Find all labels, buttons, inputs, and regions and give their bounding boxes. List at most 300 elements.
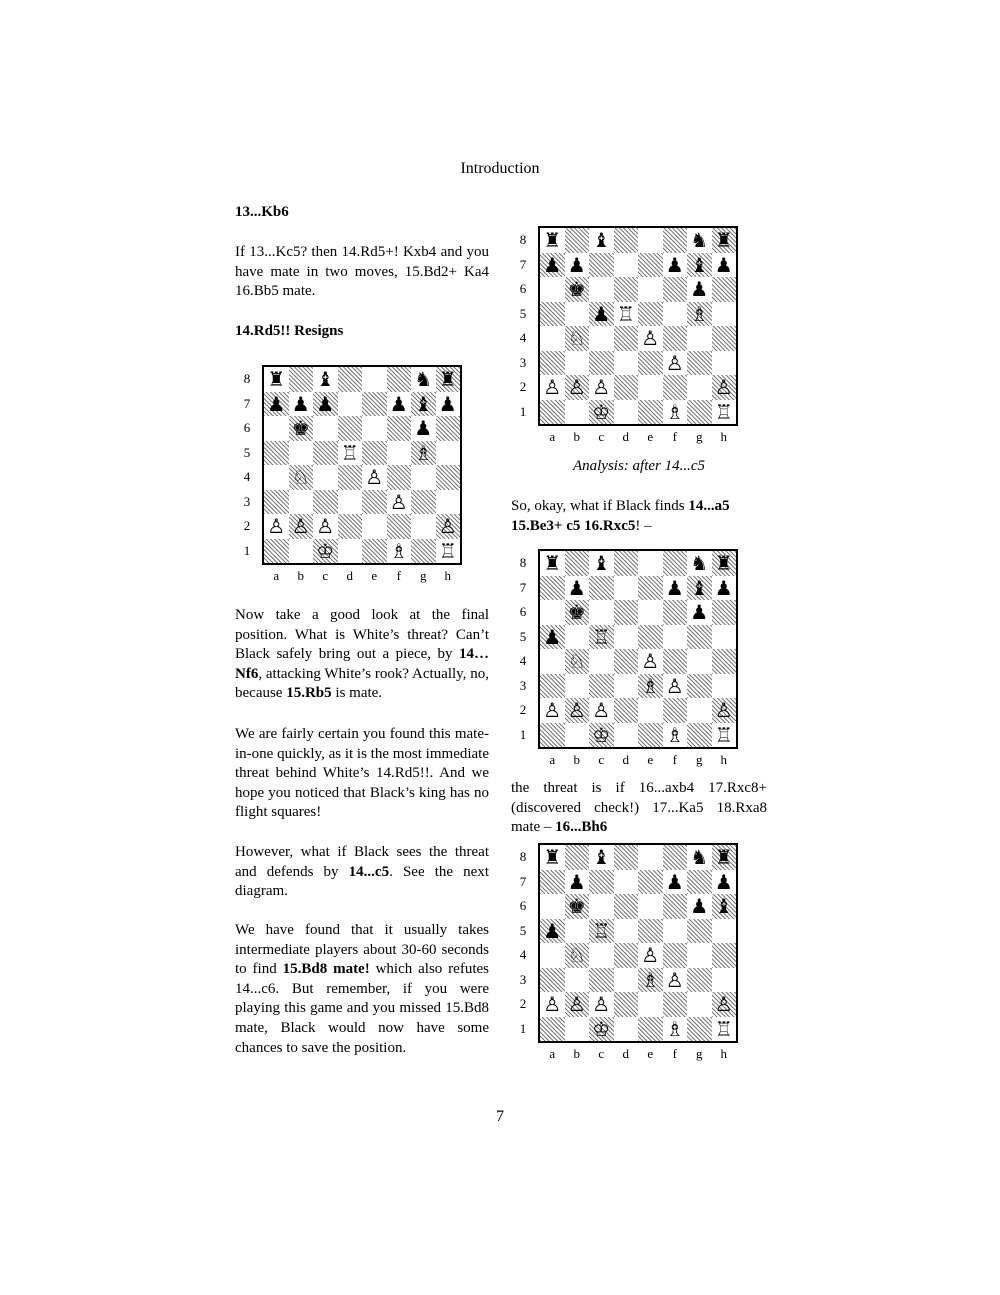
board-square-b8 <box>565 551 590 576</box>
board-square-g8 <box>411 367 436 392</box>
board-square-h3 <box>712 351 737 376</box>
board-square-h1 <box>712 1017 737 1042</box>
board-square-f6 <box>663 894 688 919</box>
black-pawn-icon: ♟ <box>665 869 684 894</box>
board-square-g5 <box>411 441 436 466</box>
black-pawn-icon: ♟ <box>714 252 733 277</box>
board-square-f5 <box>663 302 688 327</box>
board-square-g2 <box>411 514 436 539</box>
board-square-d7 <box>614 870 639 895</box>
board-square-a5 <box>540 302 565 327</box>
board-square-f3 <box>663 351 688 376</box>
board-square-f3 <box>663 968 688 993</box>
board-square-h6 <box>712 600 737 625</box>
board-square-c8 <box>589 845 614 870</box>
rank-label: 8 <box>243 371 251 386</box>
chess-board <box>538 549 738 749</box>
board-square-g6 <box>411 416 436 441</box>
board-square-b7 <box>289 392 314 417</box>
board-square-a2 <box>540 992 565 1017</box>
board-square-g5 <box>687 625 712 650</box>
board-square-b3 <box>565 674 590 699</box>
rank-label: 2 <box>519 379 527 394</box>
board-square-c1 <box>589 400 614 425</box>
rank-label: 1 <box>519 403 527 419</box>
file-label: h <box>444 568 451 583</box>
white-rook-icon: ♖ <box>438 538 457 563</box>
board-square-h6 <box>712 894 737 919</box>
white-pawn-icon: ♙ <box>267 514 286 539</box>
white-rook-icon: ♖ <box>714 722 733 747</box>
file-label: f <box>672 752 677 767</box>
board-square-f6 <box>387 416 412 441</box>
board-square-d4 <box>614 943 639 968</box>
black-pawn-icon: ♟ <box>291 391 310 416</box>
board-square-c7 <box>589 870 614 895</box>
board-square-g4 <box>687 943 712 968</box>
board-square-e5 <box>638 302 663 327</box>
board-square-e4 <box>638 943 663 968</box>
board-square-h3 <box>712 674 737 699</box>
board-square-d7 <box>614 576 639 601</box>
rank-labels <box>516 845 530 1041</box>
file-label: b <box>573 429 580 444</box>
file-label: h <box>720 752 727 767</box>
file-label: c <box>598 752 605 767</box>
board-square-c8 <box>313 367 338 392</box>
board-square-d5 <box>614 625 639 650</box>
white-pawn-icon: ♙ <box>567 698 586 723</box>
board-square-d6 <box>614 894 639 919</box>
board-square-f1 <box>663 400 688 425</box>
board-square-c6 <box>589 600 614 625</box>
board-square-f7 <box>387 392 412 417</box>
board-square-b5 <box>565 625 590 650</box>
board-square-e5 <box>638 625 663 650</box>
file-label: g <box>420 568 427 583</box>
black-pawn-icon: ♟ <box>389 391 408 416</box>
board-square-b6 <box>289 416 314 441</box>
board-square-b7 <box>565 870 590 895</box>
white-pawn-icon: ♙ <box>316 514 335 539</box>
board-square-a1 <box>540 1017 565 1042</box>
board-square-g6 <box>687 894 712 919</box>
board-square-h1 <box>712 400 737 425</box>
board-square-f5 <box>387 441 412 466</box>
board-square-a4 <box>540 649 565 674</box>
paragraph-black-finds-a5: So, okay, what if Black finds 14...a5 15.Be3+ c5 16.Rxc5! – <box>511 498 730 534</box>
white-pawn-icon: ♙ <box>567 375 586 400</box>
board-square-c1 <box>313 539 338 564</box>
board-square-a3 <box>264 490 289 515</box>
board-square-g3 <box>687 351 712 376</box>
board-square-b6 <box>565 894 590 919</box>
board-square-c8 <box>589 551 614 576</box>
white-pawn-icon: ♙ <box>714 698 733 723</box>
board-square-b2 <box>565 375 590 400</box>
board-square-a1 <box>540 400 565 425</box>
rank-label: 5 <box>519 628 527 644</box>
board-square-h5 <box>712 625 737 650</box>
chess-board <box>538 843 738 1043</box>
board-square-a3 <box>540 968 565 993</box>
file-label: c <box>598 1046 605 1061</box>
board-square-b5 <box>289 441 314 466</box>
black-pawn-icon: ♟ <box>316 391 335 416</box>
white-bishop-icon: ♗ <box>641 673 660 698</box>
white-rook-icon: ♖ <box>340 440 359 465</box>
file-label: a <box>549 752 556 767</box>
board-square-a5 <box>540 919 565 944</box>
board-square-e8 <box>638 845 663 870</box>
board-square-g6 <box>687 600 712 625</box>
board-square-g2 <box>687 375 712 400</box>
file-label: d <box>622 1046 629 1061</box>
rank-label: 8 <box>519 849 527 864</box>
board-square-f7 <box>663 870 688 895</box>
rank-label: 4 <box>243 469 251 484</box>
board-square-b4 <box>565 326 590 351</box>
paragraph-mate-in-one: We are fairly certain you found this mate-in-one quickly, as it is the most immediate threat behind White’s 14.Rd5!!. And we hope you noticed that Black’s king has no flight squares! <box>235 726 489 821</box>
board-square-b1 <box>565 400 590 425</box>
board-square-g3 <box>687 968 712 993</box>
rank-label: 6 <box>519 604 527 619</box>
white-king-icon: ♔ <box>592 722 611 747</box>
board-square-c3 <box>589 968 614 993</box>
file-label: g <box>696 752 703 767</box>
board-square-d1 <box>338 539 363 564</box>
black-bishop-icon: ♝ <box>414 391 433 416</box>
board-square-a6 <box>540 894 565 919</box>
board-square-e7 <box>638 870 663 895</box>
black-pawn-icon: ♟ <box>543 252 562 277</box>
file-label: g <box>696 429 703 444</box>
white-pawn-icon: ♙ <box>665 673 684 698</box>
black-rook-icon: ♜ <box>543 551 562 576</box>
file-label: a <box>273 568 280 583</box>
board-square-b2 <box>565 698 590 723</box>
board-square-h2 <box>712 375 737 400</box>
board-square-h8 <box>712 845 737 870</box>
board-square-e8 <box>362 367 387 392</box>
white-pawn-icon: ♙ <box>543 375 562 400</box>
board-square-g3 <box>687 674 712 699</box>
board-square-a4 <box>540 943 565 968</box>
file-label: e <box>647 429 654 444</box>
page-number: 7 <box>496 1108 504 1125</box>
white-rook-icon: ♖ <box>592 624 611 649</box>
board-square-b4 <box>289 465 314 490</box>
board-square-f8 <box>663 845 688 870</box>
board-square-e2 <box>638 992 663 1017</box>
board-square-e7 <box>638 253 663 278</box>
move-heading-13-kb6: 13...Kb6 <box>235 204 289 220</box>
board-square-h1 <box>436 539 461 564</box>
board-square-e6 <box>638 894 663 919</box>
board-square-e2 <box>362 514 387 539</box>
white-rook-icon: ♖ <box>616 301 635 326</box>
black-king-icon: ♚ <box>567 277 586 302</box>
rank-label: 2 <box>519 702 527 717</box>
black-pawn-icon: ♟ <box>567 252 586 277</box>
file-labels <box>540 429 736 445</box>
white-bishop-icon: ♗ <box>389 538 408 563</box>
board-square-h8 <box>712 551 737 576</box>
board-square-g2 <box>687 698 712 723</box>
rank-label: 2 <box>243 518 251 533</box>
black-pawn-icon: ♟ <box>543 624 562 649</box>
board-square-f4 <box>663 649 688 674</box>
rank-label: 6 <box>519 281 527 296</box>
board-square-f3 <box>663 674 688 699</box>
chess-board <box>538 226 738 426</box>
black-rook-icon: ♜ <box>714 551 733 576</box>
board-square-h5 <box>436 441 461 466</box>
board-square-h7 <box>712 870 737 895</box>
paragraph-final-position: Now take a good look at the final position. What is White’s threat? Can’t Black safely bring out a piece, by 14…Nf6, attacking White’s rook? Actually, no, because 15.Rb5 is mate. <box>235 607 489 702</box>
board-square-b5 <box>565 919 590 944</box>
board-square-g1 <box>411 539 436 564</box>
board-square-b6 <box>565 600 590 625</box>
board-square-c3 <box>589 351 614 376</box>
board-square-c4 <box>589 326 614 351</box>
white-pawn-icon: ♙ <box>714 375 733 400</box>
black-bishop-icon: ♝ <box>592 228 611 253</box>
board-square-d7 <box>614 253 639 278</box>
board-square-d6 <box>338 416 363 441</box>
black-rook-icon: ♜ <box>543 845 562 870</box>
board-square-d5 <box>614 302 639 327</box>
black-knight-icon: ♞ <box>690 551 709 576</box>
board-square-b8 <box>289 367 314 392</box>
board-square-d3 <box>338 490 363 515</box>
board-square-e8 <box>638 228 663 253</box>
white-bishop-icon: ♗ <box>665 722 684 747</box>
board-square-g7 <box>687 576 712 601</box>
board-square-a8 <box>540 845 565 870</box>
board-square-a7 <box>264 392 289 417</box>
board-square-b5 <box>565 302 590 327</box>
board-square-b3 <box>289 490 314 515</box>
board-square-a5 <box>264 441 289 466</box>
board-square-h8 <box>712 228 737 253</box>
board-square-c1 <box>589 1017 614 1042</box>
black-pawn-icon: ♟ <box>690 600 709 625</box>
board-square-e6 <box>362 416 387 441</box>
white-pawn-icon: ♙ <box>291 514 310 539</box>
board-square-a3 <box>540 351 565 376</box>
rank-label: 6 <box>519 898 527 913</box>
chess-board <box>262 365 462 565</box>
running-header: Introduction <box>460 160 540 177</box>
board-square-c6 <box>589 277 614 302</box>
board-square-d8 <box>338 367 363 392</box>
board-square-f7 <box>663 253 688 278</box>
board-square-c4 <box>313 465 338 490</box>
board-square-b8 <box>565 228 590 253</box>
paragraph-threat-defense: However, what if Black sees the threat and defends by 14...c5. See the next diagram. <box>235 844 490 900</box>
file-label: b <box>573 1046 580 1061</box>
board-square-c6 <box>589 894 614 919</box>
black-bishop-icon: ♝ <box>714 894 733 919</box>
board-square-d2 <box>614 698 639 723</box>
file-label: c <box>598 429 605 444</box>
white-king-icon: ♔ <box>316 538 335 563</box>
board-square-h5 <box>712 919 737 944</box>
board-square-e7 <box>638 576 663 601</box>
rank-label: 5 <box>243 444 251 460</box>
white-pawn-icon: ♙ <box>438 514 457 539</box>
file-labels <box>540 752 736 768</box>
board-square-d7 <box>338 392 363 417</box>
rank-label: 7 <box>519 873 527 889</box>
board-square-h7 <box>436 392 461 417</box>
board-square-c4 <box>589 943 614 968</box>
black-bishop-icon: ♝ <box>592 845 611 870</box>
board-square-e7 <box>362 392 387 417</box>
board-square-f6 <box>663 600 688 625</box>
board-square-c2 <box>589 375 614 400</box>
white-pawn-icon: ♙ <box>592 992 611 1017</box>
board-square-d2 <box>614 992 639 1017</box>
board-square-c5 <box>313 441 338 466</box>
white-bishop-icon: ♗ <box>414 440 433 465</box>
board-square-b1 <box>565 1017 590 1042</box>
board-square-d3 <box>614 351 639 376</box>
rank-label: 8 <box>519 232 527 247</box>
file-label: f <box>672 1046 677 1061</box>
white-bishop-icon: ♗ <box>665 399 684 424</box>
board-square-d3 <box>614 968 639 993</box>
white-pawn-icon: ♙ <box>641 649 660 674</box>
board-square-c4 <box>589 649 614 674</box>
board-square-g1 <box>687 1017 712 1042</box>
board-square-c6 <box>313 416 338 441</box>
rank-label: 7 <box>519 256 527 272</box>
board-square-a4 <box>540 326 565 351</box>
rank-label: 4 <box>519 947 527 962</box>
board-square-f2 <box>387 514 412 539</box>
white-rook-icon: ♖ <box>714 1016 733 1041</box>
board-square-c2 <box>589 698 614 723</box>
white-knight-icon: ♘ <box>567 649 586 674</box>
board-square-b6 <box>565 277 590 302</box>
rank-labels <box>240 367 254 563</box>
board-square-g4 <box>687 326 712 351</box>
board-square-a8 <box>264 367 289 392</box>
board-square-d8 <box>614 228 639 253</box>
board-square-e5 <box>638 919 663 944</box>
move-heading-14-rd5: 14.Rd5!! Resigns <box>235 323 344 339</box>
board-square-a5 <box>540 625 565 650</box>
board-square-c8 <box>589 228 614 253</box>
white-pawn-icon: ♙ <box>714 992 733 1017</box>
black-rook-icon: ♜ <box>714 228 733 253</box>
white-rook-icon: ♖ <box>592 918 611 943</box>
board-square-a7 <box>540 576 565 601</box>
board-square-d4 <box>614 649 639 674</box>
file-label: b <box>297 568 304 583</box>
board-square-h7 <box>712 253 737 278</box>
board-square-d2 <box>338 514 363 539</box>
black-pawn-icon: ♟ <box>438 391 457 416</box>
file-label: d <box>622 429 629 444</box>
white-king-icon: ♔ <box>592 399 611 424</box>
white-pawn-icon: ♙ <box>389 489 408 514</box>
rank-label: 1 <box>243 542 251 558</box>
black-knight-icon: ♞ <box>690 228 709 253</box>
board-square-d5 <box>338 441 363 466</box>
board-square-a6 <box>264 416 289 441</box>
rank-label: 5 <box>519 305 527 321</box>
board-square-e2 <box>638 698 663 723</box>
board-square-d3 <box>614 674 639 699</box>
board-square-f4 <box>663 943 688 968</box>
board-square-h5 <box>712 302 737 327</box>
rank-label: 3 <box>519 971 527 987</box>
board-square-h2 <box>712 992 737 1017</box>
file-label: e <box>647 752 654 767</box>
black-knight-icon: ♞ <box>414 367 433 392</box>
board-square-e6 <box>638 600 663 625</box>
board-square-h1 <box>712 723 737 748</box>
board-square-a3 <box>540 674 565 699</box>
board-square-c3 <box>589 674 614 699</box>
board-square-g6 <box>687 277 712 302</box>
board-square-f5 <box>663 625 688 650</box>
board-square-e5 <box>362 441 387 466</box>
board-square-d6 <box>614 277 639 302</box>
board-square-d8 <box>614 845 639 870</box>
board-square-g7 <box>411 392 436 417</box>
black-rook-icon: ♜ <box>438 367 457 392</box>
rank-labels <box>516 551 530 747</box>
board-square-a4 <box>264 465 289 490</box>
black-pawn-icon: ♟ <box>690 277 709 302</box>
white-knight-icon: ♘ <box>291 465 310 490</box>
white-bishop-icon: ♗ <box>665 1016 684 1041</box>
board-square-c5 <box>589 919 614 944</box>
board-square-a6 <box>540 277 565 302</box>
board-square-c5 <box>589 302 614 327</box>
white-rook-icon: ♖ <box>714 399 733 424</box>
board-square-b7 <box>565 576 590 601</box>
white-pawn-icon: ♙ <box>592 375 611 400</box>
white-pawn-icon: ♙ <box>543 992 562 1017</box>
board-square-b4 <box>565 649 590 674</box>
rank-label: 3 <box>519 354 527 370</box>
board-square-d1 <box>614 400 639 425</box>
board-square-g1 <box>687 400 712 425</box>
black-bishop-icon: ♝ <box>690 575 709 600</box>
black-rook-icon: ♜ <box>267 367 286 392</box>
board-square-h4 <box>436 465 461 490</box>
board-square-f4 <box>387 465 412 490</box>
file-label: c <box>322 568 329 583</box>
rank-label: 4 <box>519 330 527 345</box>
board-square-h8 <box>436 367 461 392</box>
black-king-icon: ♚ <box>567 600 586 625</box>
white-pawn-icon: ♙ <box>365 465 384 490</box>
white-pawn-icon: ♙ <box>641 943 660 968</box>
board-square-c7 <box>589 253 614 278</box>
rank-label: 3 <box>519 677 527 693</box>
black-bishop-icon: ♝ <box>690 252 709 277</box>
board-square-e1 <box>638 400 663 425</box>
black-rook-icon: ♜ <box>714 845 733 870</box>
paragraph-the-threat: the threat is if 16...axb4 17.Rxc8+ (discovered check!) 17...Ka5 18.Rxa8 mate – 16...Bh6 <box>511 780 767 836</box>
board-square-c1 <box>589 723 614 748</box>
